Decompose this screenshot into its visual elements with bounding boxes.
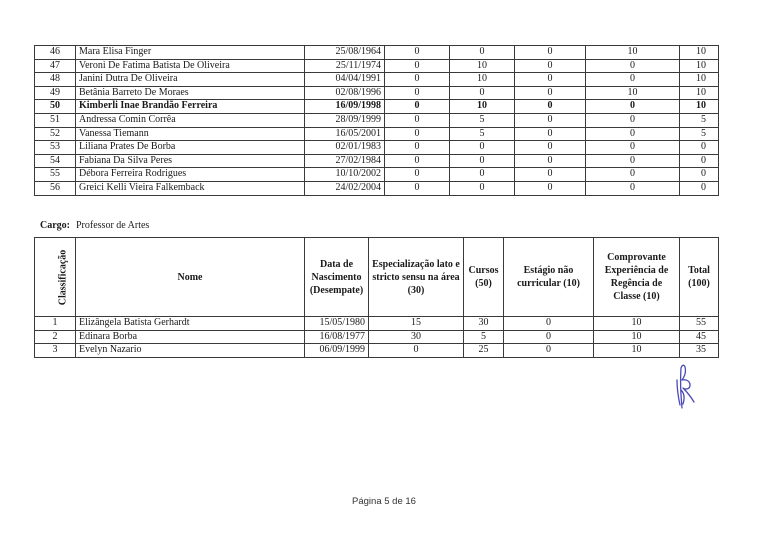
specialization-score-cell: 0 <box>385 86 450 100</box>
internship-score-cell: 0 <box>515 73 586 87</box>
name-cell: Vanessa Tiemann <box>76 127 305 141</box>
experience-score-cell: 0 <box>586 113 680 127</box>
internship-score-cell: 0 <box>515 100 586 114</box>
specialization-score-cell: 0 <box>385 168 450 182</box>
experience-score-cell: 0 <box>586 127 680 141</box>
birthdate-cell: 25/11/1974 <box>305 59 385 73</box>
specialization-score-cell: 0 <box>385 127 450 141</box>
name-cell: Fabiana Da Silva Peres <box>76 154 305 168</box>
table-row <box>35 127 719 141</box>
birthdate-cell: 27/02/1984 <box>305 154 385 168</box>
specialization-score-cell: 0 <box>385 141 450 155</box>
table-row <box>35 86 719 100</box>
birthdate-cell: 28/09/1999 <box>305 113 385 127</box>
header-nome: Nome <box>76 238 305 317</box>
internship-score-cell: 0 <box>515 181 586 195</box>
birthdate-cell: 04/04/1991 <box>305 73 385 87</box>
courses-score-cell: 0 <box>450 154 515 168</box>
header-especializacao: Especialização lato e stricto sensu na área (30) <box>369 238 464 317</box>
professor-artes-body <box>35 317 719 358</box>
header-total: Total (100) <box>680 238 719 317</box>
classification-cell: 2 <box>35 330 76 344</box>
professor-artes-table <box>34 237 719 358</box>
classification-cell: 46 <box>35 46 76 60</box>
name-cell: Evelyn Nazario <box>76 344 305 358</box>
classification-cell: 56 <box>35 181 76 195</box>
cargo-value: Professor de Artes <box>76 220 150 231</box>
experience-score-cell: 10 <box>586 86 680 100</box>
classification-cell: 53 <box>35 141 76 155</box>
internship-score-cell: 0 <box>504 317 594 331</box>
courses-score-cell: 5 <box>450 113 515 127</box>
specialization-score-cell: 0 <box>385 154 450 168</box>
total-score-cell: 10 <box>680 86 719 100</box>
specialization-score-cell: 0 <box>369 344 464 358</box>
table-row <box>35 168 719 182</box>
classification-cell: 48 <box>35 73 76 87</box>
internship-score-cell: 0 <box>504 344 594 358</box>
ranking-table-body <box>35 46 719 196</box>
name-cell: Betânia Barreto De Moraes <box>76 86 305 100</box>
cargo-line <box>40 220 149 231</box>
experience-score-cell: 10 <box>594 344 680 358</box>
classification-cell: 50 <box>35 100 76 114</box>
total-score-cell: 10 <box>680 59 719 73</box>
name-cell: Mara Elisa Finger <box>76 46 305 60</box>
table-row <box>35 46 719 60</box>
birthdate-cell: 02/08/1996 <box>305 86 385 100</box>
ranking-table-continued <box>34 45 719 196</box>
table-row <box>35 113 719 127</box>
experience-score-cell: 0 <box>586 154 680 168</box>
table-row <box>35 181 719 195</box>
experience-score-cell: 0 <box>586 59 680 73</box>
courses-score-cell: 0 <box>450 86 515 100</box>
birthdate-cell: 02/01/1983 <box>305 141 385 155</box>
name-cell: Veroni De Fatima Batista De Oliveira <box>76 59 305 73</box>
name-cell: Liliana Prates De Borba <box>76 141 305 155</box>
experience-score-cell: 10 <box>594 330 680 344</box>
total-score-cell: 0 <box>680 154 719 168</box>
experience-score-cell: 10 <box>594 317 680 331</box>
classification-cell: 55 <box>35 168 76 182</box>
birthdate-cell: 10/10/2002 <box>305 168 385 182</box>
specialization-score-cell: 0 <box>385 59 450 73</box>
courses-score-cell: 5 <box>450 127 515 141</box>
table-row <box>35 73 719 87</box>
courses-score-cell: 30 <box>464 317 504 331</box>
courses-score-cell: 5 <box>464 330 504 344</box>
courses-score-cell: 0 <box>450 181 515 195</box>
total-score-cell: 10 <box>680 46 719 60</box>
internship-score-cell: 0 <box>515 113 586 127</box>
specialization-score-cell: 0 <box>385 46 450 60</box>
header-classificacao: Classificação <box>35 238 76 317</box>
total-score-cell: 35 <box>680 344 719 358</box>
classification-cell: 54 <box>35 154 76 168</box>
name-cell: Elizângela Batista Gerhardt <box>76 317 305 331</box>
total-score-cell: 45 <box>680 330 719 344</box>
table-row <box>35 317 719 331</box>
total-score-cell: 0 <box>680 181 719 195</box>
experience-score-cell: 10 <box>586 46 680 60</box>
header-row <box>35 238 719 317</box>
birthdate-cell: 16/05/2001 <box>305 127 385 141</box>
experience-score-cell: 0 <box>586 73 680 87</box>
cargo-label: Cargo: <box>40 220 70 231</box>
specialization-score-cell: 0 <box>385 73 450 87</box>
courses-score-cell: 0 <box>450 46 515 60</box>
table-row <box>35 344 719 358</box>
birthdate-cell: 16/09/1998 <box>305 100 385 114</box>
name-cell: Kimberli Inae Brandão Ferreira <box>76 100 305 114</box>
internship-score-cell: 0 <box>515 154 586 168</box>
signature-icon <box>668 362 698 412</box>
page-number: Página 5 de 16 <box>352 496 416 507</box>
total-score-cell: 55 <box>680 317 719 331</box>
name-cell: Débora Ferreira Rodrigues <box>76 168 305 182</box>
total-score-cell: 5 <box>680 113 719 127</box>
table-row <box>35 154 719 168</box>
header-experiencia: Comprovante Experiência de Regência de Classe (10) <box>594 238 680 317</box>
table-row <box>35 100 719 114</box>
classification-cell: 49 <box>35 86 76 100</box>
specialization-score-cell: 0 <box>385 181 450 195</box>
internship-score-cell: 0 <box>515 86 586 100</box>
total-score-cell: 10 <box>680 73 719 87</box>
courses-score-cell: 0 <box>450 168 515 182</box>
internship-score-cell: 0 <box>515 59 586 73</box>
classification-cell: 3 <box>35 344 76 358</box>
total-score-cell: 0 <box>680 168 719 182</box>
courses-score-cell: 25 <box>464 344 504 358</box>
specialization-score-cell: 0 <box>385 100 450 114</box>
classification-cell: 1 <box>35 317 76 331</box>
courses-score-cell: 10 <box>450 100 515 114</box>
experience-score-cell: 0 <box>586 181 680 195</box>
name-cell: Edinara Borba <box>76 330 305 344</box>
birthdate-cell: 24/02/2004 <box>305 181 385 195</box>
experience-score-cell: 0 <box>586 100 680 114</box>
courses-score-cell: 0 <box>450 141 515 155</box>
birthdate-cell: 06/09/1999 <box>305 344 369 358</box>
birthdate-cell: 16/08/1977 <box>305 330 369 344</box>
total-score-cell: 0 <box>680 141 719 155</box>
name-cell: Andressa Comin Corrêa <box>76 113 305 127</box>
table-row <box>35 330 719 344</box>
experience-score-cell: 0 <box>586 141 680 155</box>
specialization-score-cell: 0 <box>385 113 450 127</box>
internship-score-cell: 0 <box>504 330 594 344</box>
classification-cell: 47 <box>35 59 76 73</box>
header-cursos: Cursos (50) <box>464 238 504 317</box>
specialization-score-cell: 30 <box>369 330 464 344</box>
header-nascimento: Data de Nascimento (Desempate) <box>305 238 369 317</box>
experience-score-cell: 0 <box>586 168 680 182</box>
courses-score-cell: 10 <box>450 73 515 87</box>
birthdate-cell: 25/08/1964 <box>305 46 385 60</box>
total-score-cell: 10 <box>680 100 719 114</box>
classification-cell: 51 <box>35 113 76 127</box>
courses-score-cell: 10 <box>450 59 515 73</box>
name-cell: Janini Dutra De Oliveira <box>76 73 305 87</box>
internship-score-cell: 0 <box>515 127 586 141</box>
specialization-score-cell: 15 <box>369 317 464 331</box>
classification-cell: 52 <box>35 127 76 141</box>
name-cell: Greici Kelli Vieira Falkemback <box>76 181 305 195</box>
internship-score-cell: 0 <box>515 141 586 155</box>
total-score-cell: 5 <box>680 127 719 141</box>
table-row <box>35 59 719 73</box>
birthdate-cell: 15/05/1980 <box>305 317 369 331</box>
internship-score-cell: 0 <box>515 168 586 182</box>
internship-score-cell: 0 <box>515 46 586 60</box>
header-estagio: Estágio não curricular (10) <box>504 238 594 317</box>
table-row <box>35 141 719 155</box>
